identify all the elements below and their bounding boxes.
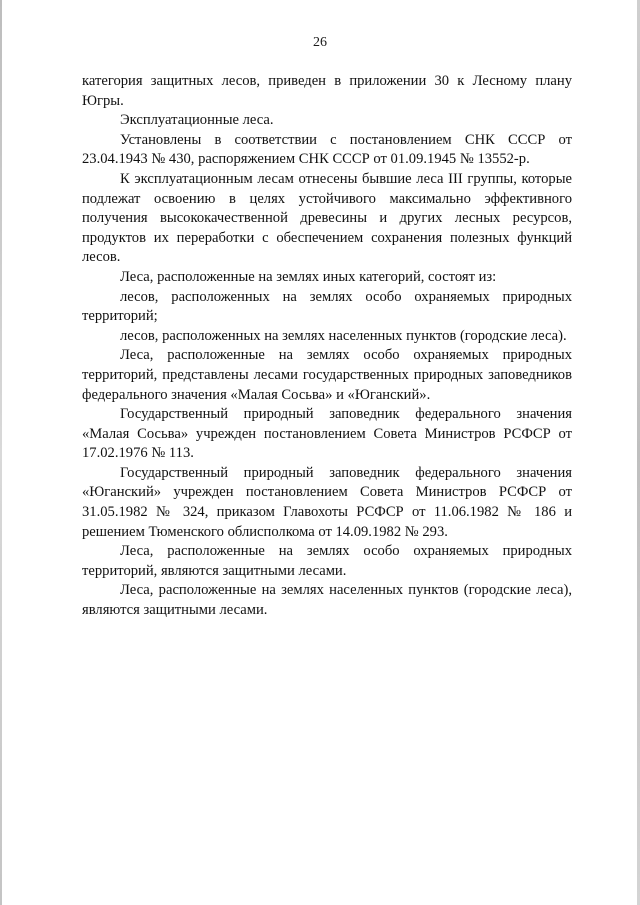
paragraph-list-item: лесов, расположенных на землях населенных пунктов (городские леса). [120,327,567,344]
paragraph-heading-exploitation-forests: Эксплуатационные леса. [120,112,274,129]
paragraph-list-item: лесов, расположенных на землях особо охраняемых природных территорий; [82,288,572,325]
scan-edge-left [0,0,2,905]
paragraph: Установлены в соответствии с постановлением СНК СССР от 23.04.1943 № 430, распоряжением СНК СССР от 01.09.1945 № 13552-р. [82,131,572,168]
paragraph: Леса, расположенные на землях иных категорий, состоят из: [120,268,497,285]
paragraph: Государственный природный заповедник федерального значения «Малая Сосьва» учрежден постановлением Совета Министров РСФСР от 17.02.1976 № 113. [82,406,572,462]
page-number: 26 [313,35,327,50]
paragraph: Леса, расположенные на землях особо охраняемых природных территорий, являются защитными лесами. [82,543,572,579]
paragraph: Государственный природный заповедник федерального значения «Юганский» учрежден постановлением Совета Министров РСФСР от 31.05.1982 № 324, приказом Главохоты РСФСР от 11.06.1982 № 186 и решением Тюменского облисполкома от 14.09.1982 № 293. [82,464,572,540]
paragraph: Леса, расположенные на землях населенных пунктов (городские леса), являются защитными лесами. [82,582,572,619]
paragraph-continuation: категория защитных лесов, приведен в приложении 30 к Лесному плану Югры. [82,73,572,109]
paragraph: Леса, расположенные на землях особо охраняемых природных территорий, представлены лесами государственных природных заповедников федерального значения «Малая Сосьва» и «Юганский». [82,347,572,403]
paragraph: К эксплуатационным лесам отнесены бывшие леса III группы, которые подлежат освоению в целях устойчивого максимально эффективного получения высококачественной древесины и других лесных ресурсов, продуктов их переработки с обеспечением сохранения полезных функций лесов. [82,170,572,266]
document-body [82,72,572,621]
